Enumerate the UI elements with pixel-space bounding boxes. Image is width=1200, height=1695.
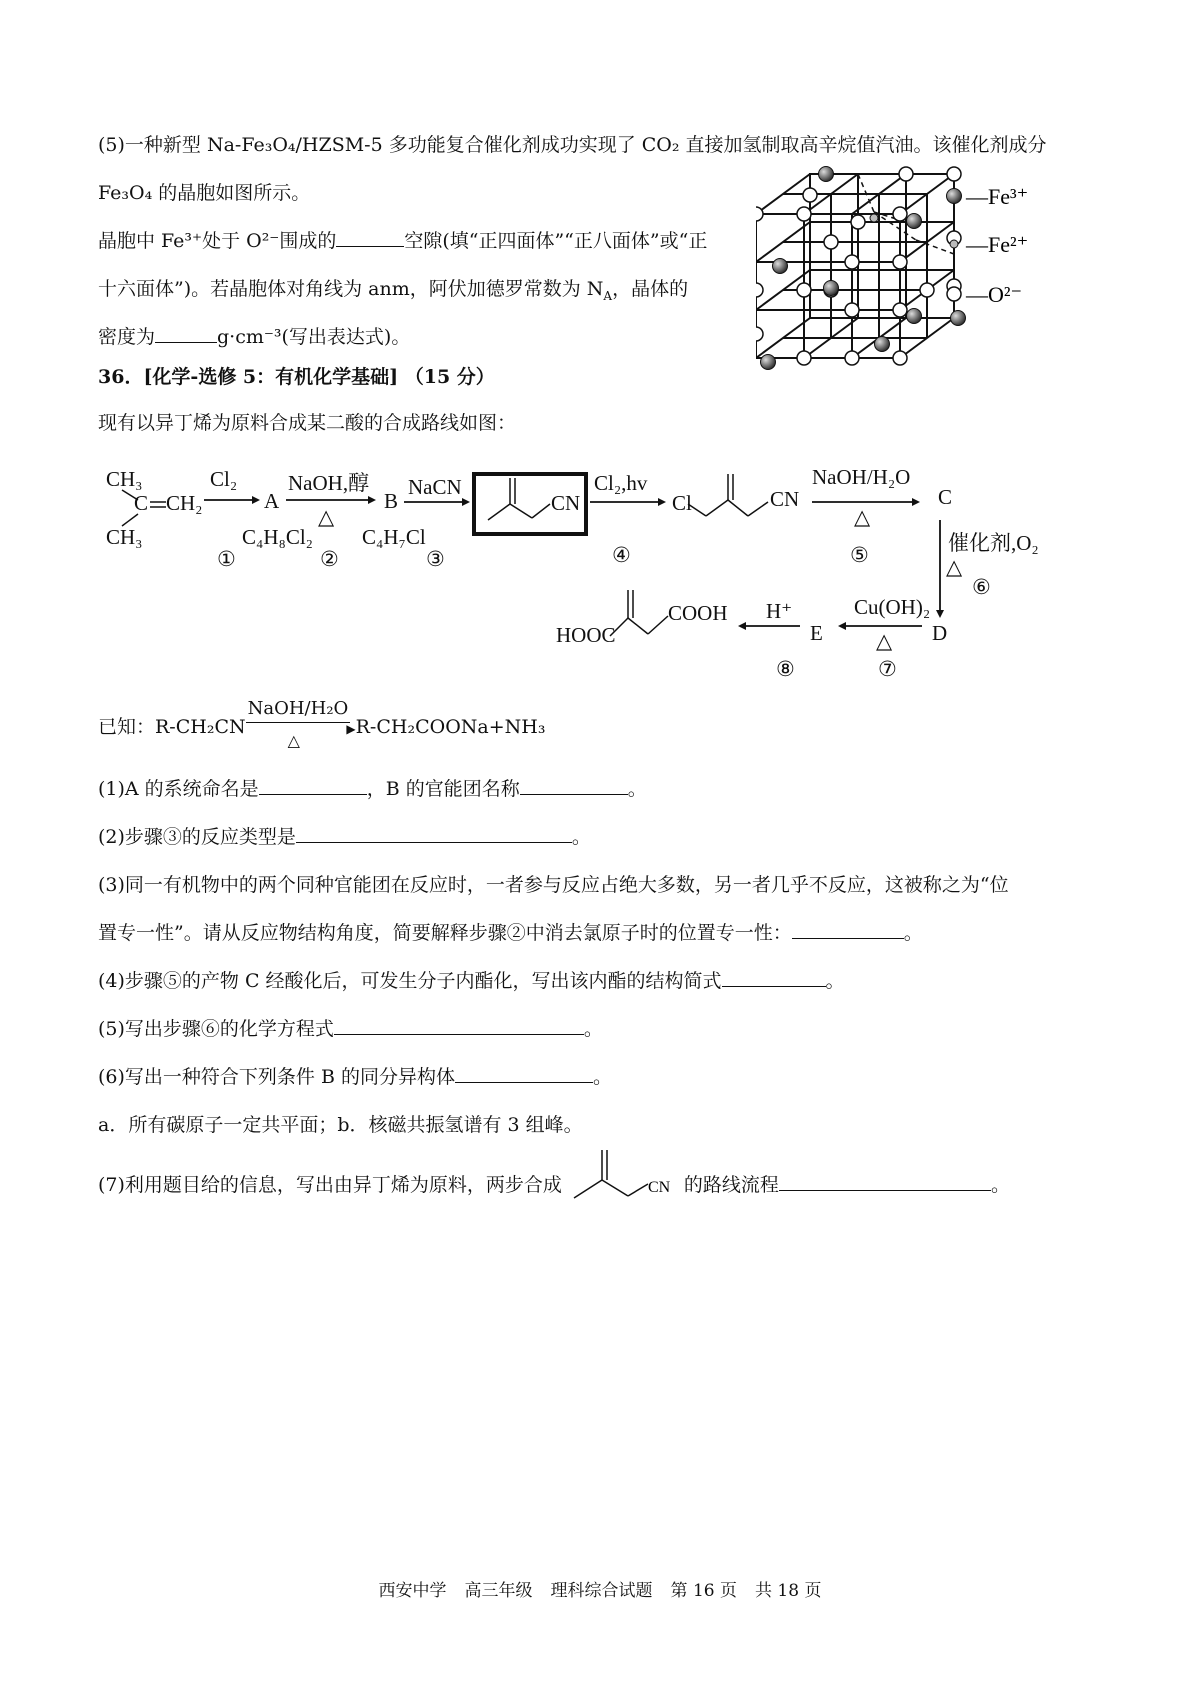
q35-5-line4-sub: A [603,288,613,303]
answer-blank[interactable] [779,1172,991,1191]
reagent-6: 催化剂,O₂ [948,531,1039,555]
q36-1-text-a: (1)A 的系统命名是 [98,778,259,800]
footer-subject: 理科综合试题 [550,1581,653,1601]
q35-5-line1: (5)一种新型 Na-Fe₃O₄/HZSM-5 多功能复合催化剂成功实现了 CO₂ 直接加氢制取高辛烷值汽油。该催化剂成分 [98,134,1047,156]
q36-title: 36．[化学-选修 5：有机化学基础] （15 分） [98,366,495,388]
q36-7-text-a: (7)利用题目给的信息，写出由异丁烯为原料，两步合成 [98,1174,562,1196]
q35-5-line5a: 密度为 [98,326,156,348]
answer-blank[interactable] [336,228,404,247]
step-2: ② [320,547,339,571]
known-reagent: NaOH/H₂O [247,698,349,719]
legend-fe3-label: —Fe³⁺ [966,184,1029,209]
q36-5-text-b: 。 [583,1018,603,1040]
reagent-2: NaOH,醇 [288,471,370,495]
q36-5-text-a: (5)写出步骤⑥的化学方程式 [98,1018,334,1040]
answer-blank[interactable] [455,1064,593,1083]
page-footer [0,1576,1200,1601]
q36-2 [98,824,591,850]
compound-E: E [810,621,823,645]
step-3: ③ [426,547,445,571]
q35-5-line3b: 空隙(填“正四面体”“正八面体”或“正 [404,230,708,252]
q35-5-line5b: g·cm⁻³(写出表达式)。 [217,326,411,348]
fe2-ion [870,214,878,222]
compound-C: C [938,485,953,509]
answer-blank[interactable] [334,1016,584,1035]
diacid-cooh-label: COOH [668,601,728,625]
q35-5-line5 [98,324,410,350]
q35-5-line4-end: ，晶体的 [612,278,689,300]
heat-2: △ [318,505,335,529]
step-8: ⑧ [776,657,795,681]
compound-A-formula: C₄H₈Cl₂ [242,525,313,549]
reagent-1: Cl₂ [210,467,238,491]
legend-o2-symbol [947,287,961,301]
known-heat: △ [287,731,300,750]
reagent-3: NaCN [408,475,462,499]
isobutene-ch3-top: CH₃ [106,467,143,491]
diacid-hooc-label: HOOC [556,623,616,647]
q36-3-line2 [98,920,923,946]
compound-D: D [932,621,948,645]
known-prefix: 已知：R-CH₂CN [98,716,246,738]
q36-7 [98,1168,1010,1204]
answer-blank[interactable] [722,968,826,987]
answer-blank[interactable] [296,824,572,843]
q36-6-text-b: 。 [592,1066,612,1088]
q35-5-line3 [98,228,707,254]
q36-4-text-b: 。 [825,970,845,992]
heat-6: △ [946,555,963,579]
target-nitrile-structure [564,1148,682,1204]
q36-7-text-b: 的路线流程 [683,1174,779,1196]
q36-3-text-b: 。 [903,922,923,944]
answer-blank[interactable] [792,920,904,939]
nitrile-cn-label: CN [551,491,581,515]
q36-1-text-b: ，B 的官能团名称 [366,778,520,800]
q36-6-text-a: (6)写出一种符合下列条件 B 的同分异构体 [98,1066,455,1088]
q36-2-text-b: 。 [571,826,591,848]
legend-fe2-label: —Fe²⁺ [966,232,1029,257]
compound-A: A [264,489,280,513]
answer-blank[interactable] [259,776,367,795]
known-arrow: NaOH/H₂O ▶ △ [246,714,356,740]
step-1: ① [217,547,236,571]
q36-6-conditions: a．所有碳原子一定共平面；b．核磁共振氢谱有 3 组峰。 [98,1114,583,1136]
known-product: R-CH₂COONa+NH₃ [355,716,546,738]
heat-5: △ [854,505,871,529]
q36-3-line1: (3)同一有机物中的两个同种官能团在反应时，一者参与反应占绝大多数，另一者几乎不反应，这被称之为“位 [98,874,1009,896]
q36-1-text-c: 。 [627,778,647,800]
q36-2-text-a: (2)步骤③的反应类型是 [98,826,296,848]
footer-grade: 高三年级 [464,1581,533,1601]
answer-blank[interactable] [155,324,217,343]
compound-B: B [384,489,399,513]
isobutene-ch2: CH₂ [166,491,203,515]
fe3-ions [761,167,966,370]
q36-4 [98,968,845,994]
q35-5-line3a: 晶胞中 Fe³⁺处于 O²⁻围成的 [98,230,337,252]
isobutene-ch3-bot: CH₃ [106,525,143,549]
step-7: ⑦ [878,657,897,681]
reagent-5: NaOH/H₂O [812,465,911,489]
q35-5-line2: Fe₃O₄ 的晶胞如图所示。 [98,182,311,204]
q35-5-line4-text: 十六面体”)。若晶胞体对角线为 anm，阿伏加德罗常数为 N [98,278,604,300]
footer-page: 第 16 页 [670,1581,737,1601]
reagent-7: Cu(OH)₂ [854,595,931,619]
q36-7-text-c: 。 [990,1174,1010,1196]
legend-o2-label: —O²⁻ [966,282,1023,307]
reagent-4: Cl₂,hv [594,471,648,495]
step-4: ④ [612,543,631,567]
heat-7: △ [876,629,893,653]
chloro-cn-label: CN [770,487,800,511]
legend-fe3-symbol [947,189,962,204]
step-5: ⑤ [850,543,869,567]
q36-4-text-a: (4)步骤⑤的产物 C 经酸化后，可发生分子内酯化，写出该内酯的结构简式 [98,970,722,992]
q35-5-line4 [98,276,688,309]
target-cn-label: CN [647,1179,671,1196]
q36-3-text-a: 置专一性”。请从反应物结构角度，简要解释步骤②中消去氯原子时的位置专一性： [98,922,792,944]
answer-blank[interactable] [520,776,628,795]
chloro-cl-label: Cl [672,491,692,515]
reagent-8: H⁺ [766,599,793,623]
q36-6 [98,1064,612,1090]
compound-B-formula: C₄H₇Cl [362,525,426,549]
legend-fe2-symbol [950,240,958,248]
q36-1 [98,776,647,802]
step-6: ⑥ [972,575,991,599]
q36-intro: 现有以异丁烯为原料合成某二酸的合成路线如图： [98,412,517,434]
known-reaction [98,698,546,750]
footer-total: 共 18 页 [755,1581,822,1601]
isobutene-c: C [134,491,149,515]
footer-school: 西安中学 [378,1581,447,1601]
q36-5 [98,1016,603,1042]
fe3o4-unit-cell-figure [756,166,1136,410]
